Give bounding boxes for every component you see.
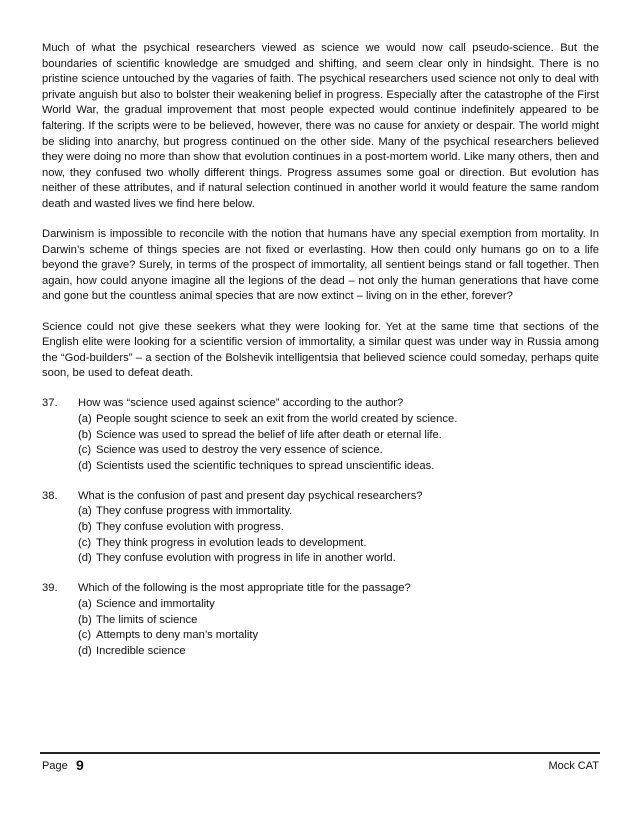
option-d bbox=[78, 644, 599, 660]
option-b bbox=[78, 428, 599, 444]
question-39 bbox=[42, 581, 599, 659]
option-c bbox=[78, 628, 599, 644]
question-number: 37. bbox=[42, 397, 58, 410]
option-label: (a) bbox=[78, 505, 92, 518]
option-text: Science was used to spread the belief of life after death or eternal life. bbox=[96, 428, 442, 441]
question-text: How was “science used against science” according to the author? bbox=[78, 397, 404, 410]
option-label: (d) bbox=[78, 459, 92, 472]
option-text: They confuse progress with immortality. bbox=[96, 505, 293, 518]
question-text: What is the confusion of past and present day psychical researchers? bbox=[78, 489, 423, 502]
option-text: Science was used to destroy the very essence of science. bbox=[96, 444, 383, 457]
option-d bbox=[78, 551, 599, 567]
page-number: 9 bbox=[76, 757, 84, 773]
option-text: They think progress in evolution leads to development. bbox=[96, 536, 367, 549]
passage-paragraph-1: Much of what the psychical researchers viewed as science we would now call pseudo-science. But the boundaries of scientific knowledge are smudged and shifting, and seem clear only in hindsight. There is no pristine science untouched by the vagaries of faith. The psychical researchers used science not only to deal with private anguish but also to bolster their weakening belief in progress. Especially after the catastrophe of the First World War, the gradual improvement that most people expected would continue indefinitely appeared to be faltering. If the scripts were to be believed, however, there was no cause for anxiety or despair. The world might be sliding into anarchy, but progress continued on the other side. Many of the psychical researchers believed they were doing no more than show that evolution continues in a post-mortem world. Like many others, then and now, they confused two wholly different things. Progress assumes some goal or direction. But evolution has neither of these attributes, and if natural selection continued in another world it would feature the same random death and wasted lives we find here below. bbox=[42, 42, 599, 210]
option-text: Incredible science bbox=[96, 644, 186, 657]
passage-paragraph-2: Darwinism is impossible to reconcile with the notion that humans have any special exemption from mortality. In Darwin’s scheme of things species are not fixed or everlasting. How then could only humans go on to a life beyond the grave? Surely, in terms of the prospect of immortality, all sentient beings stand or fall together. Then again, how could anyone imagine all the legions of the dead – not only the human generations that have come and gone but the countless animal species that are now extinct – living on in the ether, forever? bbox=[42, 228, 599, 303]
option-label: (a) bbox=[78, 412, 92, 425]
option-label: (d) bbox=[78, 644, 92, 657]
option-c bbox=[78, 536, 599, 552]
option-c bbox=[78, 443, 599, 459]
option-text: People sought science to seek an exit from the world created by science. bbox=[96, 412, 458, 425]
footer-divider bbox=[40, 752, 600, 754]
option-a bbox=[78, 412, 599, 428]
option-label: (c) bbox=[78, 629, 92, 642]
option-a bbox=[78, 597, 599, 613]
passage-paragraph-3: Science could not give these seekers what they were looking for. Yet at the same time that sections of the English elite were looking for a scientific version of immortality, a similar quest was under way in Russia among the “God-builders” – a section of the Bolshevik intelligentsia that believed science could someday, perhaps quite soon, be used to defeat death. bbox=[42, 320, 599, 380]
option-text: The limits of science bbox=[96, 613, 198, 626]
option-label: (b) bbox=[78, 521, 92, 534]
question-38 bbox=[42, 489, 599, 567]
question-number: 39. bbox=[42, 582, 58, 595]
option-label: (c) bbox=[78, 536, 92, 549]
option-label: (b) bbox=[78, 613, 92, 626]
question-number: 38. bbox=[42, 489, 58, 502]
option-b bbox=[78, 613, 599, 629]
page-label: Page bbox=[42, 760, 68, 772]
option-text: Attempts to deny man’s mortality bbox=[96, 629, 259, 642]
option-text: Science and immortality bbox=[96, 597, 215, 610]
option-label: (b) bbox=[78, 428, 92, 441]
option-a bbox=[78, 504, 599, 520]
footer-title: Mock CAT bbox=[548, 760, 599, 772]
option-d bbox=[78, 459, 599, 475]
option-label: (c) bbox=[78, 444, 92, 457]
option-label: (a) bbox=[78, 597, 92, 610]
option-b bbox=[78, 520, 599, 536]
question-37 bbox=[42, 396, 599, 474]
option-text: They confuse evolution with progress in life in another world. bbox=[96, 552, 396, 565]
document-body bbox=[42, 41, 599, 674]
option-text: Scientists used the scientific techniques to spread unscientific ideas. bbox=[96, 459, 435, 472]
option-text: They confuse evolution with progress. bbox=[96, 521, 284, 534]
question-text: Which of the following is the most appropriate title for the passage? bbox=[78, 582, 411, 595]
option-label: (d) bbox=[78, 552, 92, 565]
